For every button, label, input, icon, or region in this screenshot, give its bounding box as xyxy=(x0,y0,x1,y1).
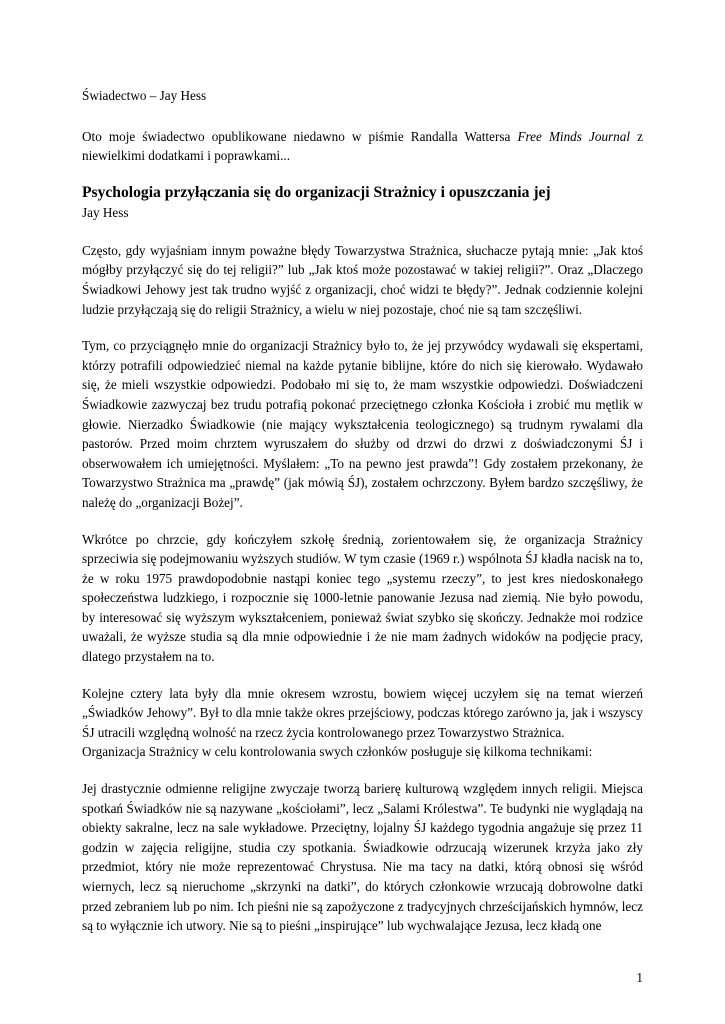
body-paragraph-6: Jej drastycznie odmienne religijne zwyczaje tworzą barierę kulturową względem innych religii. Miejsca spotkań Świadków nie są nazywane „kościołami”, lecz „Salami Królestwa”. Te budynki nie wyglądają na obiekty sakralne, lecz na sale wykładowe. Przeciętny, lojalny ŚJ każdego tygodnia angażuje się przez 11 godzin w zajęcia religijne, studia czy spotkania. Świadkowie odrzucają wizerunek krzyża jako zły przedmiot, który nie może reprezentować Chrystusa. Nie ma tacy na datki, którą obnosi się wśród wiernych, lecz są nieruchome „skrzynki na datki”, do których członkowie wrzucają dobrowolne datki przed zebraniem lub po nim. Ich pieśni nie są zapożyczone z tradycyjnych chrześcijańskich hymnów, lecz są to wyłącznie ich utwory. Nie są to pieśni „inspirujące” lub wychwalające Jezusa, lecz kładą one xyxy=(82,781,643,934)
body-paragraph-3: Wkrótce po chrzcie, gdy kończyłem szkołę średnią, zorientowałem się, że organizacja Strażnicy sprzeciwia się podejmowaniu wyższych studiów. W tym czasie (1969 r.) wspólnota ŚJ kładła nacisk na to, że w roku 1975 prawdopodobnie nastąpi koniec tego „systemu rzeczy”, to jest kres niedoskonałego społeczeństwa ludzkiego, i rozpocznie się 1000-letnie panowanie Jezusa nad ziemią. Nie było powodu, by interesować się wyższym wykształceniem, ponieważ świat szybko się skończy. Jednakże moi rodzice uważali, że wyższe studia są dla mnie odpowiednie i że nie mam żadnych widoków na podjęcie pracy, dlatego przystałem na to. xyxy=(82,531,643,665)
journal-title: Free Minds Journal xyxy=(517,128,631,144)
body-paragraph-4: Kolejne cztery lata były dla mnie okresem wzrostu, bowiem więcej uczyłem się na temat wierzeń „Świadków Jehowy”. Był to dla mnie także okres przejściowy, podczas którego zarówno ja, jak i wszyscy ŚJ utracili względną wolność na rzecz życia kontrolowanego przez Towarzystwo Strażnica. xyxy=(82,685,643,740)
intro-text-part1: Oto moje świadectwo opublikowane niedawno w piśmie Randalla Wattersa xyxy=(82,128,518,144)
intro-text-part2: z niewielkimi dodatkami i poprawkami... xyxy=(82,128,644,164)
intro-paragraph xyxy=(82,127,643,166)
page-number: 1 xyxy=(636,969,643,985)
author-name: Jay Hess xyxy=(82,204,129,220)
body-paragraph-2: Tym, co przyciągnęło mnie do organizacji Strażnicy było to, że jej przywódcy wydawali się ekspertami, którzy potrafili odpowiedzieć niemal na każde pytanie biblijne, które do nich się kierowało. Wydawało się, że mieli wszystkie odpowiedzi. Podobało mi się to, że mam wszystkie odpowiedzi. Doświadczeni Świadkowie zazwyczaj bez trudu potrafią pokonać przeciętnego członka Kościoła i zrobić mu mętlik w głowie. Nierzadko Świadkowie (nie mający wykształcenia teologicznego) są trudnym rywalami dla pastorów. Przed moim chrztem wyruszałem do służby od drzwi do drzwi z doświadczonymi ŚJ i obserwowałem ich umiejętności. Myślałem: „To na pewno jest prawda”! Gdy zostałem przekonany, że Towarzystwo Strażnica ma „prawdę” (jak mówią ŚJ), zostałem ochrzczony. Byłem bardzo szczęśliwy, że należę do „organizacji Bożej”. xyxy=(82,338,643,510)
body-paragraph-1: Często, gdy wyjaśniam innym poważne błędy Towarzystwa Strażnica, słuchacze pytają mnie: „Jak ktoś mógłby przyłączyć się do tej religii?” lub „Jak ktoś może pozostawać w takiej religii?”. Oraz „Dlaczego Świadkowi Jehowy jest tak trudno wyjść z organizacji, choć widzi te błędy?”. Jednak codziennie kolejni ludzie przyłączają się do religii Strażnicy, a wielu w niej pozostaje, choć nie są tam szczęśliwi. xyxy=(82,242,643,317)
body-paragraph-5: Organizacja Strażnicy w celu kontrolowania swych członków posługuje się kilkoma technikami: xyxy=(82,744,593,760)
document-heading: Świadectwo – Jay Hess xyxy=(82,88,207,103)
page-title: Psychologia przyłączania się do organizacji Strażnicy i opuszczania jej xyxy=(82,183,551,201)
